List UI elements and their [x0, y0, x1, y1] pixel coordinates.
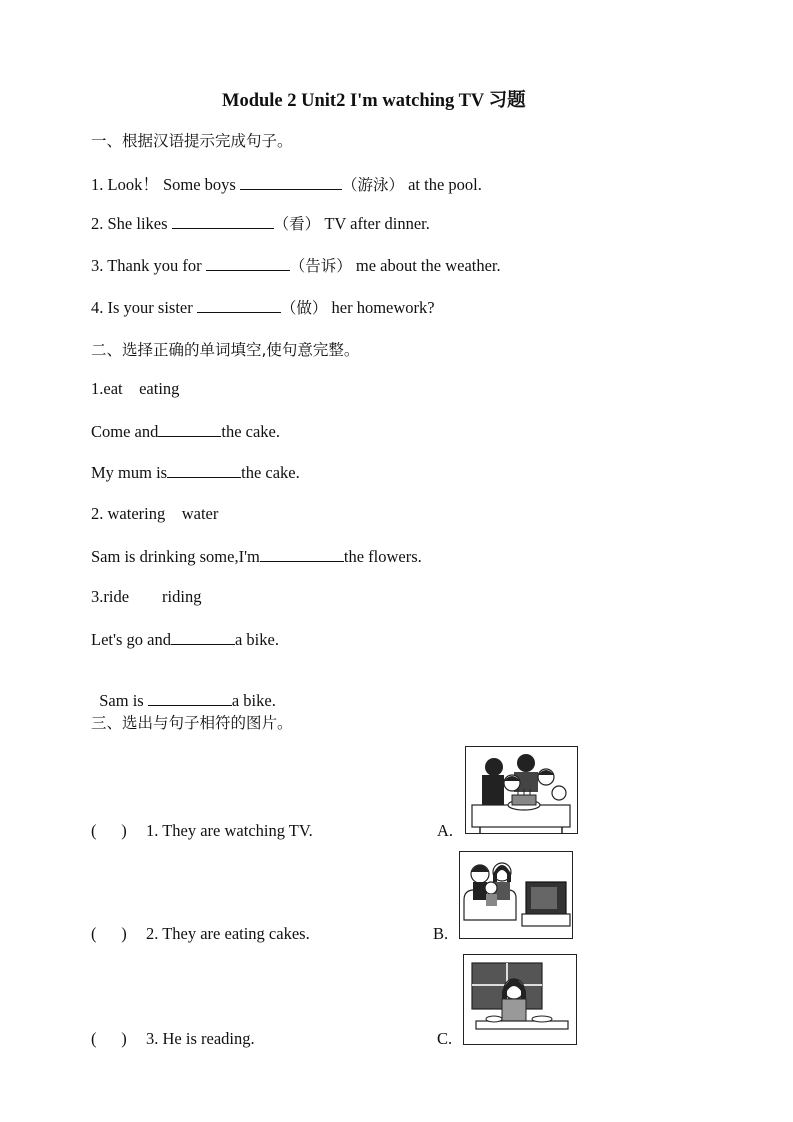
choice-letter: A.: [437, 821, 454, 840]
question-text-end: me about the weather.: [351, 256, 501, 275]
fill-line: [91, 546, 422, 567]
chinese-hint: （看）: [273, 215, 321, 233]
fill-line: [91, 462, 300, 483]
fill-text: Let's go and: [91, 630, 171, 649]
answer-blank[interactable]: [171, 629, 235, 645]
answer-blank[interactable]: [197, 297, 281, 313]
page-title: Module 2 Unit2 I'm watching TV 习题: [222, 91, 526, 111]
section1-heading: 一、根据汉语提示完成句子。: [91, 132, 293, 150]
fill-line: [91, 629, 279, 650]
question-text-end: at the pool.: [403, 175, 482, 194]
chinese-hint: （做）: [280, 299, 328, 317]
eating-cake-illustration: [466, 747, 577, 833]
word-options-3: 3.ride riding: [91, 587, 202, 606]
reading-illustration: [464, 955, 576, 1044]
answer-blank[interactable]: [167, 462, 241, 478]
answer-blank[interactable]: [260, 546, 344, 562]
picture-a-eating-cake: [465, 746, 578, 834]
question-text-end: TV after dinner.: [320, 214, 430, 233]
fill-text: Sam is drinking some,I'm: [91, 547, 260, 566]
answer-blank[interactable]: [240, 174, 342, 190]
chinese-hint: （告诉）: [289, 257, 352, 275]
answer-blank[interactable]: [206, 255, 290, 271]
question-text: 4. Is your sister: [91, 298, 197, 317]
word-options-2: 2. watering water: [91, 504, 219, 523]
fill-text: Sam is: [99, 691, 148, 710]
answer-blank[interactable]: [158, 421, 221, 437]
answer-blank[interactable]: [148, 690, 232, 706]
question-1-2: [91, 212, 430, 234]
answer-paren[interactable]: ( ): [91, 924, 127, 943]
choice-letter: C.: [437, 1029, 453, 1048]
fill-text-end: the flowers.: [343, 547, 422, 566]
fill-text: My mum is: [91, 463, 168, 482]
chinese-hint: （游泳）: [341, 176, 404, 194]
question-text: 1. Look！ Some boys: [91, 175, 240, 194]
picture-sentence: 2. They are eating cakes.: [146, 924, 310, 943]
answer-blank[interactable]: [172, 213, 274, 229]
question-text: 2. She likes: [91, 214, 172, 233]
question-text-end: her homework?: [327, 298, 435, 317]
picture-sentence: 3. He is reading.: [146, 1029, 255, 1048]
fill-text-end: a bike.: [234, 630, 279, 649]
fill-text-end: the cake.: [241, 463, 300, 482]
fill-text-end: a bike.: [231, 691, 276, 710]
section2-heading: 二、选择正确的单词填空,使句意完整。: [91, 341, 360, 359]
question-1-1: [91, 171, 482, 195]
section3-heading: 三、选出与句子相符的图片。: [91, 714, 293, 732]
answer-paren[interactable]: ( ): [91, 821, 127, 840]
choice-letter: B.: [433, 924, 449, 943]
fill-line: [91, 670, 276, 711]
watching-tv-illustration: [460, 852, 572, 938]
fill-text: Come and: [91, 422, 159, 441]
picture-sentence: 1. They are watching TV.: [146, 821, 313, 840]
question-text: 3. Thank you for: [91, 256, 206, 275]
picture-c-reading: [463, 954, 577, 1045]
question-1-4: [91, 296, 435, 318]
fill-line: [91, 421, 280, 442]
answer-paren[interactable]: ( ): [91, 1029, 127, 1048]
question-1-3: [91, 254, 501, 276]
fill-text-end: the cake.: [221, 422, 281, 441]
word-options-1: 1.eat eating: [91, 379, 180, 398]
picture-b-watching-tv: [459, 851, 573, 939]
